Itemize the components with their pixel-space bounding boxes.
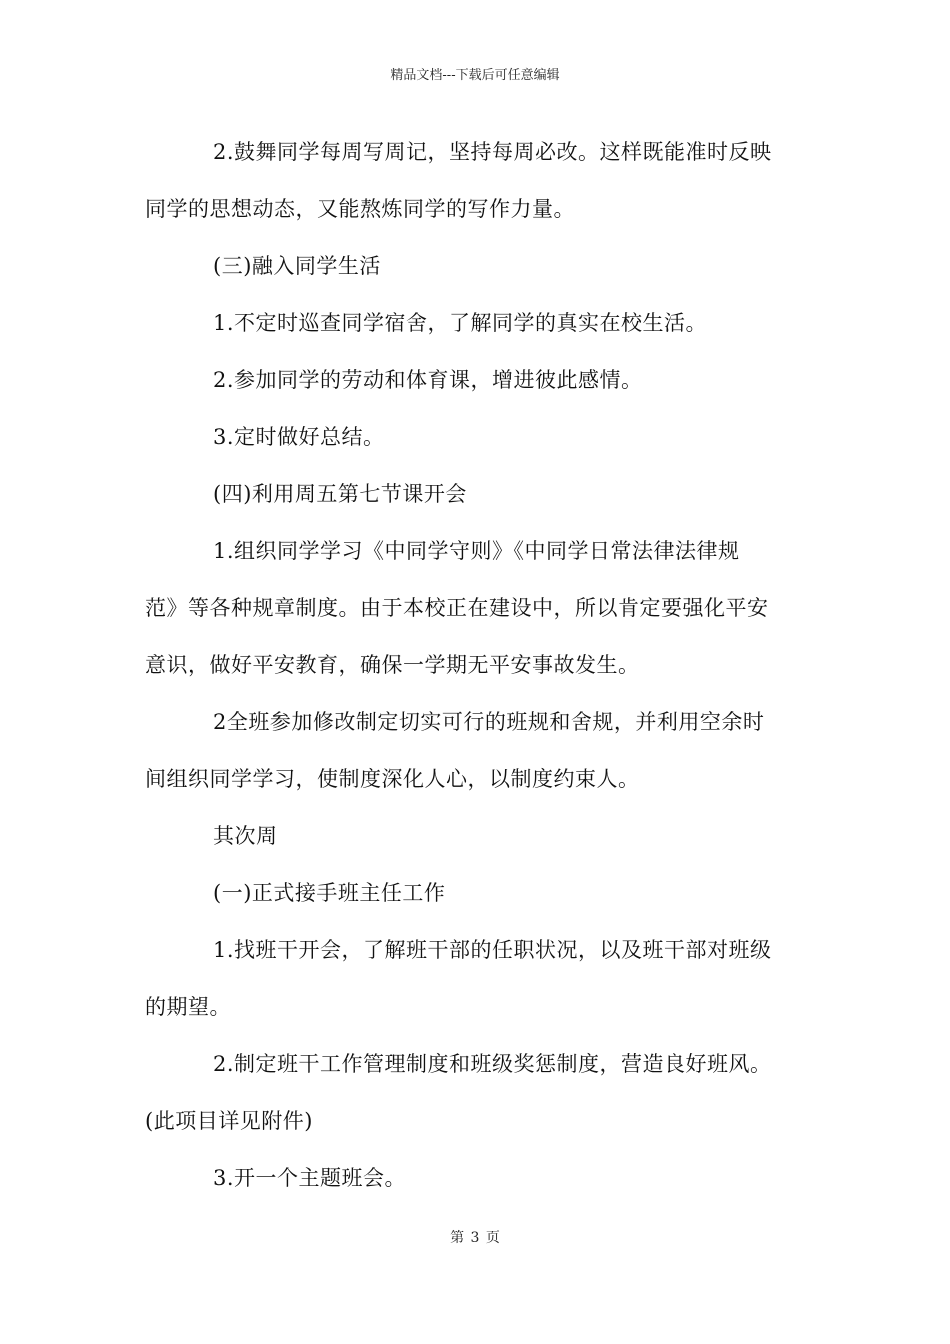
paragraph-line: (此项目详见附件) — [145, 1109, 313, 1133]
paragraph-line: 1.找班干开会，了解班干部的任职状况，以及班干部对班级 — [213, 938, 772, 962]
paragraph-line: 的期望。 — [145, 995, 231, 1019]
paragraph-line: 间组织同学学习，使制度深化人心，以制度约束人。 — [145, 767, 640, 791]
page-header: 精品文档---下载后可任意编辑 — [390, 68, 560, 83]
paragraph-line: 1.不定时巡查同学宿舍，了解同学的真实在校生活。 — [213, 311, 708, 335]
paragraph-line: 2全班参加修改制定切实可行的班规和舍规，并利用空余时 — [213, 710, 765, 734]
paragraph-line: 同学的思想动态，又能熬炼同学的写作力量。 — [145, 197, 575, 221]
paragraph-line: 意识，做好平安教育，确保一学期无平安事故发生。 — [145, 653, 640, 677]
paragraph-line: 2.鼓舞同学每周写周记，坚持每周必改。这样既能准时反映 — [213, 140, 772, 164]
page-number: 第 3 页 — [450, 1230, 500, 1246]
paragraph-line: 2.制定班干工作管理制度和班级奖惩制度，营造良好班风。 — [213, 1052, 772, 1076]
section-heading: (三)融入同学生活 — [213, 254, 381, 278]
paragraph-line: 1.组织同学学习《中同学守则》《中同学日常法律法律规 — [213, 539, 740, 563]
paragraph-line: 3.定时做好总结。 — [213, 425, 385, 449]
paragraph-line: 范》等各种规章制度。由于本校正在建设中，所以肯定要强化平安 — [145, 596, 769, 620]
paragraph-line: 3.开一个主题班会。 — [213, 1166, 407, 1190]
section-heading: 其次周 — [213, 824, 278, 848]
section-heading: (四)利用周五第七节课开会 — [213, 482, 467, 506]
section-heading: (一)正式接手班主任工作 — [213, 881, 446, 905]
paragraph-line: 2.参加同学的劳动和体育课，增进彼此感情。 — [213, 368, 643, 392]
